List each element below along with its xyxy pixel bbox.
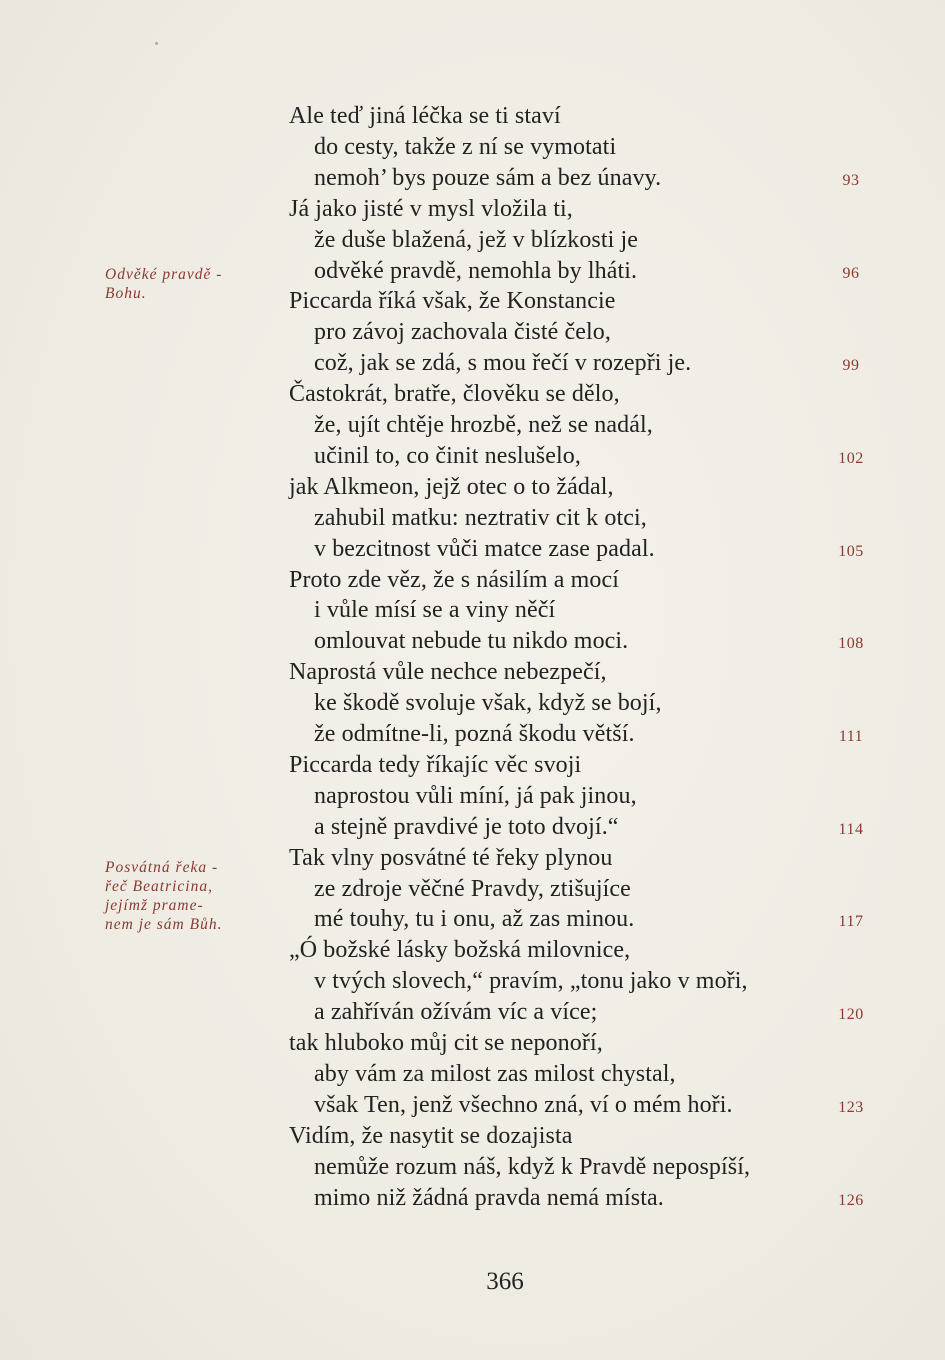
- verse-line: v tvých slovech,“ pravím, „tonu jako v moři,: [314, 968, 748, 995]
- verse-line: Proto zde věz, že s násilím a mocí: [289, 566, 619, 593]
- verse-line: Ale teď jiná léčka se ti staví: [289, 103, 561, 129]
- line-number: 120: [838, 1006, 864, 1024]
- verse-line: že odmítne-li, pozná škodu větší.: [314, 721, 635, 747]
- line-number: 117: [838, 913, 864, 931]
- verse-line: a zahříván ožívám víc a více;: [314, 999, 598, 1026]
- page-number: 366: [486, 1268, 524, 1295]
- verse-line: Piccarda tedy říkajíc věc svoji: [289, 751, 582, 778]
- margin-note-line: Odvěké pravdě -: [105, 266, 223, 283]
- verse-line: v bezcitnost vůči matce zase padal.: [314, 535, 655, 562]
- line-number: 123: [838, 1098, 864, 1116]
- verse-line: pro závoj zachovala čisté čelo,: [314, 319, 611, 346]
- verse-line: Naprostá vůle nechce nebezpečí,: [289, 659, 607, 686]
- paper-speck: [155, 42, 158, 45]
- verse-line: tak hluboko můj cit se neponoří,: [289, 1030, 603, 1056]
- verse-line: Piccarda říká však, že Konstancie: [289, 288, 616, 315]
- verse-line: a stejně pravdivé je toto dvojí.“: [314, 813, 619, 840]
- verse-line: do cesty, takže z ní se vymotati: [314, 133, 617, 160]
- line-number: 111: [838, 728, 864, 745]
- verse-line: učinil to, co činit neslušelo,: [314, 442, 581, 469]
- margin-note-line: jejímž prame-: [105, 897, 204, 914]
- line-number: 114: [838, 820, 864, 838]
- verse-line: Vidím, že nasytit se dozajista: [289, 1122, 573, 1149]
- verse-line: Tak vlny posvátné té řeky plynou: [289, 844, 613, 871]
- margin-note-line: nem je sám Bůh.: [105, 916, 223, 933]
- line-number: 108: [838, 635, 864, 653]
- verse-line: ze zdroje věčné Pravdy, ztišujíce: [314, 875, 631, 902]
- verse-line: že duše blažená, jež v blízkosti je: [314, 226, 639, 253]
- line-number: 99: [842, 357, 860, 375]
- line-number: 96: [842, 264, 860, 282]
- margin-note-1: [105, 265, 265, 303]
- verse-line: však Ten, jenž všechno zná, ví o mém hoři.: [314, 1091, 733, 1118]
- verse-line: Já jako jisté v mysl vložila ti,: [289, 195, 573, 222]
- margin-note-line: Posvátná řeka -: [105, 859, 219, 876]
- verse-line: nemůže rozum náš, když k Pravdě nepospíší,: [314, 1153, 751, 1180]
- line-number: 93: [842, 171, 860, 189]
- verse-line: jak Alkmeon, jejž otec o to žádal,: [289, 473, 614, 500]
- verse-line: nemoh’ bys pouze sám a bez únavy.: [314, 164, 662, 191]
- verse-line: omlouvat nebude tu nikdo moci.: [314, 628, 629, 655]
- verse-line: což, jak se zdá, s mou řečí v rozepři je.: [314, 350, 692, 377]
- verse-line: odvěké pravdě, nemohla by lháti.: [314, 257, 638, 284]
- verse-line: „Ó božské lásky božská milovnice,: [289, 937, 631, 964]
- margin-note-line: Bohu.: [105, 285, 147, 302]
- verse-line: Častokrát, bratře, člověku se dělo,: [289, 381, 620, 408]
- margin-note-2: [105, 858, 265, 934]
- verse-line: ke škodě svoluje však, když se bojí,: [314, 690, 662, 717]
- verse-line: i vůle mísí se a viny něčí: [314, 597, 556, 624]
- margin-note-line: řeč Beatricina,: [105, 878, 213, 895]
- verse-line: mé touhy, tu i onu, až zas minou.: [314, 906, 635, 933]
- line-number: 126: [838, 1191, 864, 1209]
- verse-line: naprostou vůli míní, já pak jinou,: [314, 782, 637, 809]
- verse-line: zahubil matku: neztrativ cit k otci,: [314, 504, 647, 531]
- line-number: 102: [838, 449, 864, 467]
- verse-line: mimo niž žádná pravda nemá místa.: [314, 1184, 664, 1211]
- verse-line: aby vám za milost zas milost chystal,: [314, 1060, 676, 1087]
- verse-line: že, ujít chtěje hrozbě, než se nadál,: [314, 412, 653, 438]
- line-number: 105: [838, 542, 864, 560]
